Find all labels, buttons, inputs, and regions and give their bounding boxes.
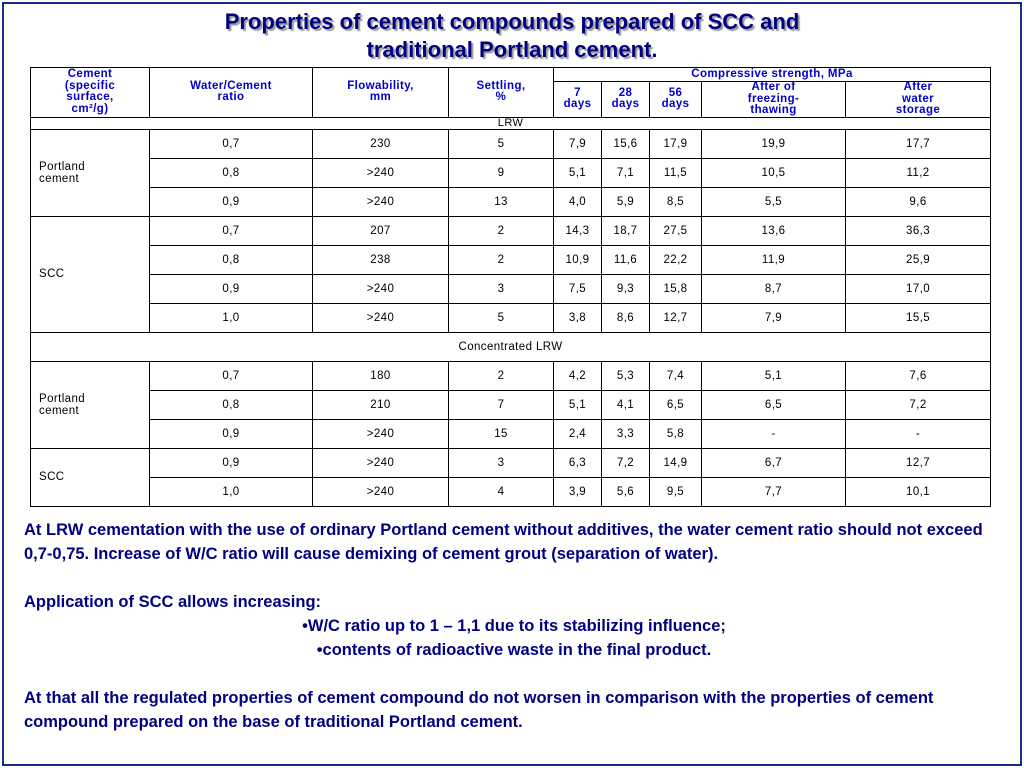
table-cell: 5,1 [702,361,846,390]
table-cell: 7,4 [650,361,702,390]
table-cell: 5 [449,303,554,332]
table-cell: 0,7 [150,361,313,390]
header-line: thawing [750,104,797,116]
table-cell: 0,9 [150,448,313,477]
header-line: days [661,98,690,111]
header-after-freezing-thawing [702,82,846,118]
table-cell: 12,7 [650,303,702,332]
table-cell: 11,2 [846,158,991,187]
header-settling [449,68,554,118]
table-row [31,274,991,303]
header-cement-line: cm²/g) [71,102,109,115]
header-line: After of [751,81,796,93]
cement-group-line: cement [39,172,80,185]
table-cell: 5 [449,129,554,158]
header-line: mm [369,91,392,104]
cement-group-line: SCC [39,268,65,280]
table-cell: 10,5 [702,158,846,187]
table-body [31,117,991,506]
table-cell: 25,9 [846,245,991,274]
header-after-water-storage [846,82,991,118]
table-cell: 6,5 [702,390,846,419]
table-row [31,303,991,332]
cement-group-label [31,216,150,332]
table-cell: 9,6 [846,187,991,216]
bullet-wc-ratio: •W/C ratio up to 1 – 1,1 due to its stabilizing influence; [302,617,726,635]
table-cell: 12,7 [846,448,991,477]
table-cell: 5,1 [554,158,602,187]
table-cell: 7,7 [702,477,846,506]
table-cell: 15,5 [846,303,991,332]
section-label: Concentrated LRW [31,332,991,361]
header-line: 28 [618,86,633,99]
header-line: Flowability, [347,79,414,92]
table-row [31,216,991,245]
table-cell: 0,7 [150,216,313,245]
table-cell: 0,9 [150,419,313,448]
header-cement [31,68,150,118]
header-cement-line: Cement [67,68,113,81]
cement-group-label [31,129,150,216]
paragraph-properties-not-worsen: At that all the regulated properties of cement compound do not worsen in comparison with the properties of cement compound prepared on the base of traditional Portland cement. [24,689,934,731]
header-56-days [650,82,702,118]
table-row [31,158,991,187]
table-cell: 3,3 [602,419,650,448]
table-cell: 4,2 [554,361,602,390]
table-row [31,245,991,274]
header-wc-ratio [150,68,313,118]
title-line-2-text: traditional Portland cement [366,37,652,62]
table-cell: 8,6 [602,303,650,332]
table-cell: 5,9 [602,187,650,216]
table-cell: >240 [313,448,449,477]
table-cell: 10,9 [554,245,602,274]
spacer [24,662,1004,686]
table-cell: 0,8 [150,245,313,274]
cement-group-line: Portland [39,160,86,173]
table-cell: >240 [313,477,449,506]
table-cell: >240 [313,158,449,187]
table-cell: 210 [313,390,449,419]
slide-title [0,8,1024,64]
header-line: Water/Cement [190,79,272,92]
table-cell: >240 [313,419,449,448]
table-cell: 1,0 [150,477,313,506]
table-cell: - [702,419,846,448]
table-cell: 2 [449,216,554,245]
table-cell: 13,6 [702,216,846,245]
table-cell: 17,9 [650,129,702,158]
header-line: water [902,92,935,105]
paragraph-scc-allows: Application of SCC allows increasing: [24,593,322,611]
table-cell: 8,5 [650,187,702,216]
header-row-1 [31,68,991,82]
table-cell: 14,3 [554,216,602,245]
table-cell: 0,9 [150,187,313,216]
table-row [31,187,991,216]
table-row [31,477,991,506]
table-cell: 11,9 [702,245,846,274]
header-compressive-strength: Compressive strength, MPa [554,68,991,82]
table-cell: 4 [449,477,554,506]
header-line: Settling, [476,79,526,92]
section-row [31,332,991,361]
table-cell: 230 [313,129,449,158]
table-cell: 7,6 [846,361,991,390]
header-flowability [313,68,449,118]
table-cell: 7 [449,390,554,419]
spacer [24,566,1004,590]
table-cell: 17,7 [846,129,991,158]
table-cell: 4,1 [602,390,650,419]
table-cell: 180 [313,361,449,390]
paragraph-lrw-cementation: At LRW cementation with the use of ordinary Portland cement without additives, the water cement ratio should not exceed 0,7-0,75. Increase of W/C ratio will cause demixing of cement grout (separation of water). [24,521,983,563]
table-cell: 2 [449,245,554,274]
table-cell: >240 [313,274,449,303]
table-cell: 1,0 [150,303,313,332]
cement-group-label [31,361,150,448]
table-cell: 7,1 [602,158,650,187]
table-cell: 2 [449,361,554,390]
cement-group-label [31,448,150,506]
title-period: . [651,37,658,62]
header-line: % [495,91,507,104]
table-cell: 3 [449,274,554,303]
table-cell: 7,2 [602,448,650,477]
table-cell: 6,3 [554,448,602,477]
bullet-radioactive-waste: •contents of radioactive waste in the final product. [316,641,712,659]
table-cell: 14,9 [650,448,702,477]
table-cell: 13 [449,187,554,216]
table-cell: 5,5 [702,187,846,216]
header-line: ratio [217,91,245,104]
table-cell: 15,6 [602,129,650,158]
header-line: days [563,98,592,111]
table-cell: 7,9 [554,129,602,158]
table-cell: 11,5 [650,158,702,187]
table-cell: 4,0 [554,187,602,216]
table-cell: 0,8 [150,390,313,419]
cement-properties-table [30,67,991,507]
cement-group-line: cement [39,404,80,417]
table-cell: 11,6 [602,245,650,274]
table-row [31,419,991,448]
table-cell: 15 [449,419,554,448]
header-line: storage [895,104,941,116]
table-row [31,448,991,477]
table-cell: 9,3 [602,274,650,303]
table-cell: 6,7 [702,448,846,477]
header-28-days [602,82,650,118]
title-line-2 [0,36,1024,64]
table-cell: 19,9 [702,129,846,158]
header-line: After [903,81,933,93]
title-line-1: Properties of cement compounds prepared of SCC and [224,9,800,34]
table-cell: 5,8 [650,419,702,448]
table-cell: 18,7 [602,216,650,245]
table-cell: 9,5 [650,477,702,506]
body-text [24,518,1004,734]
table-cell: 2,4 [554,419,602,448]
cement-group-line: Portland [39,392,86,405]
table-cell: 3,9 [554,477,602,506]
table-cell: 207 [313,216,449,245]
section-row [31,117,991,129]
table-cell: 0,8 [150,158,313,187]
table-row [31,129,991,158]
table-cell: 5,3 [602,361,650,390]
header-7-days [554,82,602,118]
table-cell: 5,1 [554,390,602,419]
table-cell: 15,8 [650,274,702,303]
table-cell: 6,5 [650,390,702,419]
header-line: days [611,98,640,111]
table-cell: 7,2 [846,390,991,419]
table-cell: 3 [449,448,554,477]
header-cement-line: (specific [64,79,116,92]
table-cell: 0,7 [150,129,313,158]
table-cell: 9 [449,158,554,187]
table-cell: 238 [313,245,449,274]
table-cell: 10,1 [846,477,991,506]
table-cell: 0,9 [150,274,313,303]
table-row [31,361,991,390]
table-cell: 3,8 [554,303,602,332]
table-cell: - [846,419,991,448]
header-cement-line: surface, [66,91,114,104]
table-cell: >240 [313,303,449,332]
cement-group-line: SCC [39,471,65,483]
header-line: freezing- [747,92,800,105]
table-row [31,390,991,419]
table-cell: 27,5 [650,216,702,245]
table-cell: >240 [313,187,449,216]
table-cell: 7,5 [554,274,602,303]
table-cell: 36,3 [846,216,991,245]
section-label: LRW [31,117,991,129]
table-cell: 8,7 [702,274,846,303]
table-cell: 22,2 [650,245,702,274]
table-cell: 17,0 [846,274,991,303]
table-cell: 7,9 [702,303,846,332]
header-line: 56 [668,86,683,99]
header-line: 7 [574,86,581,99]
table-cell: 5,6 [602,477,650,506]
